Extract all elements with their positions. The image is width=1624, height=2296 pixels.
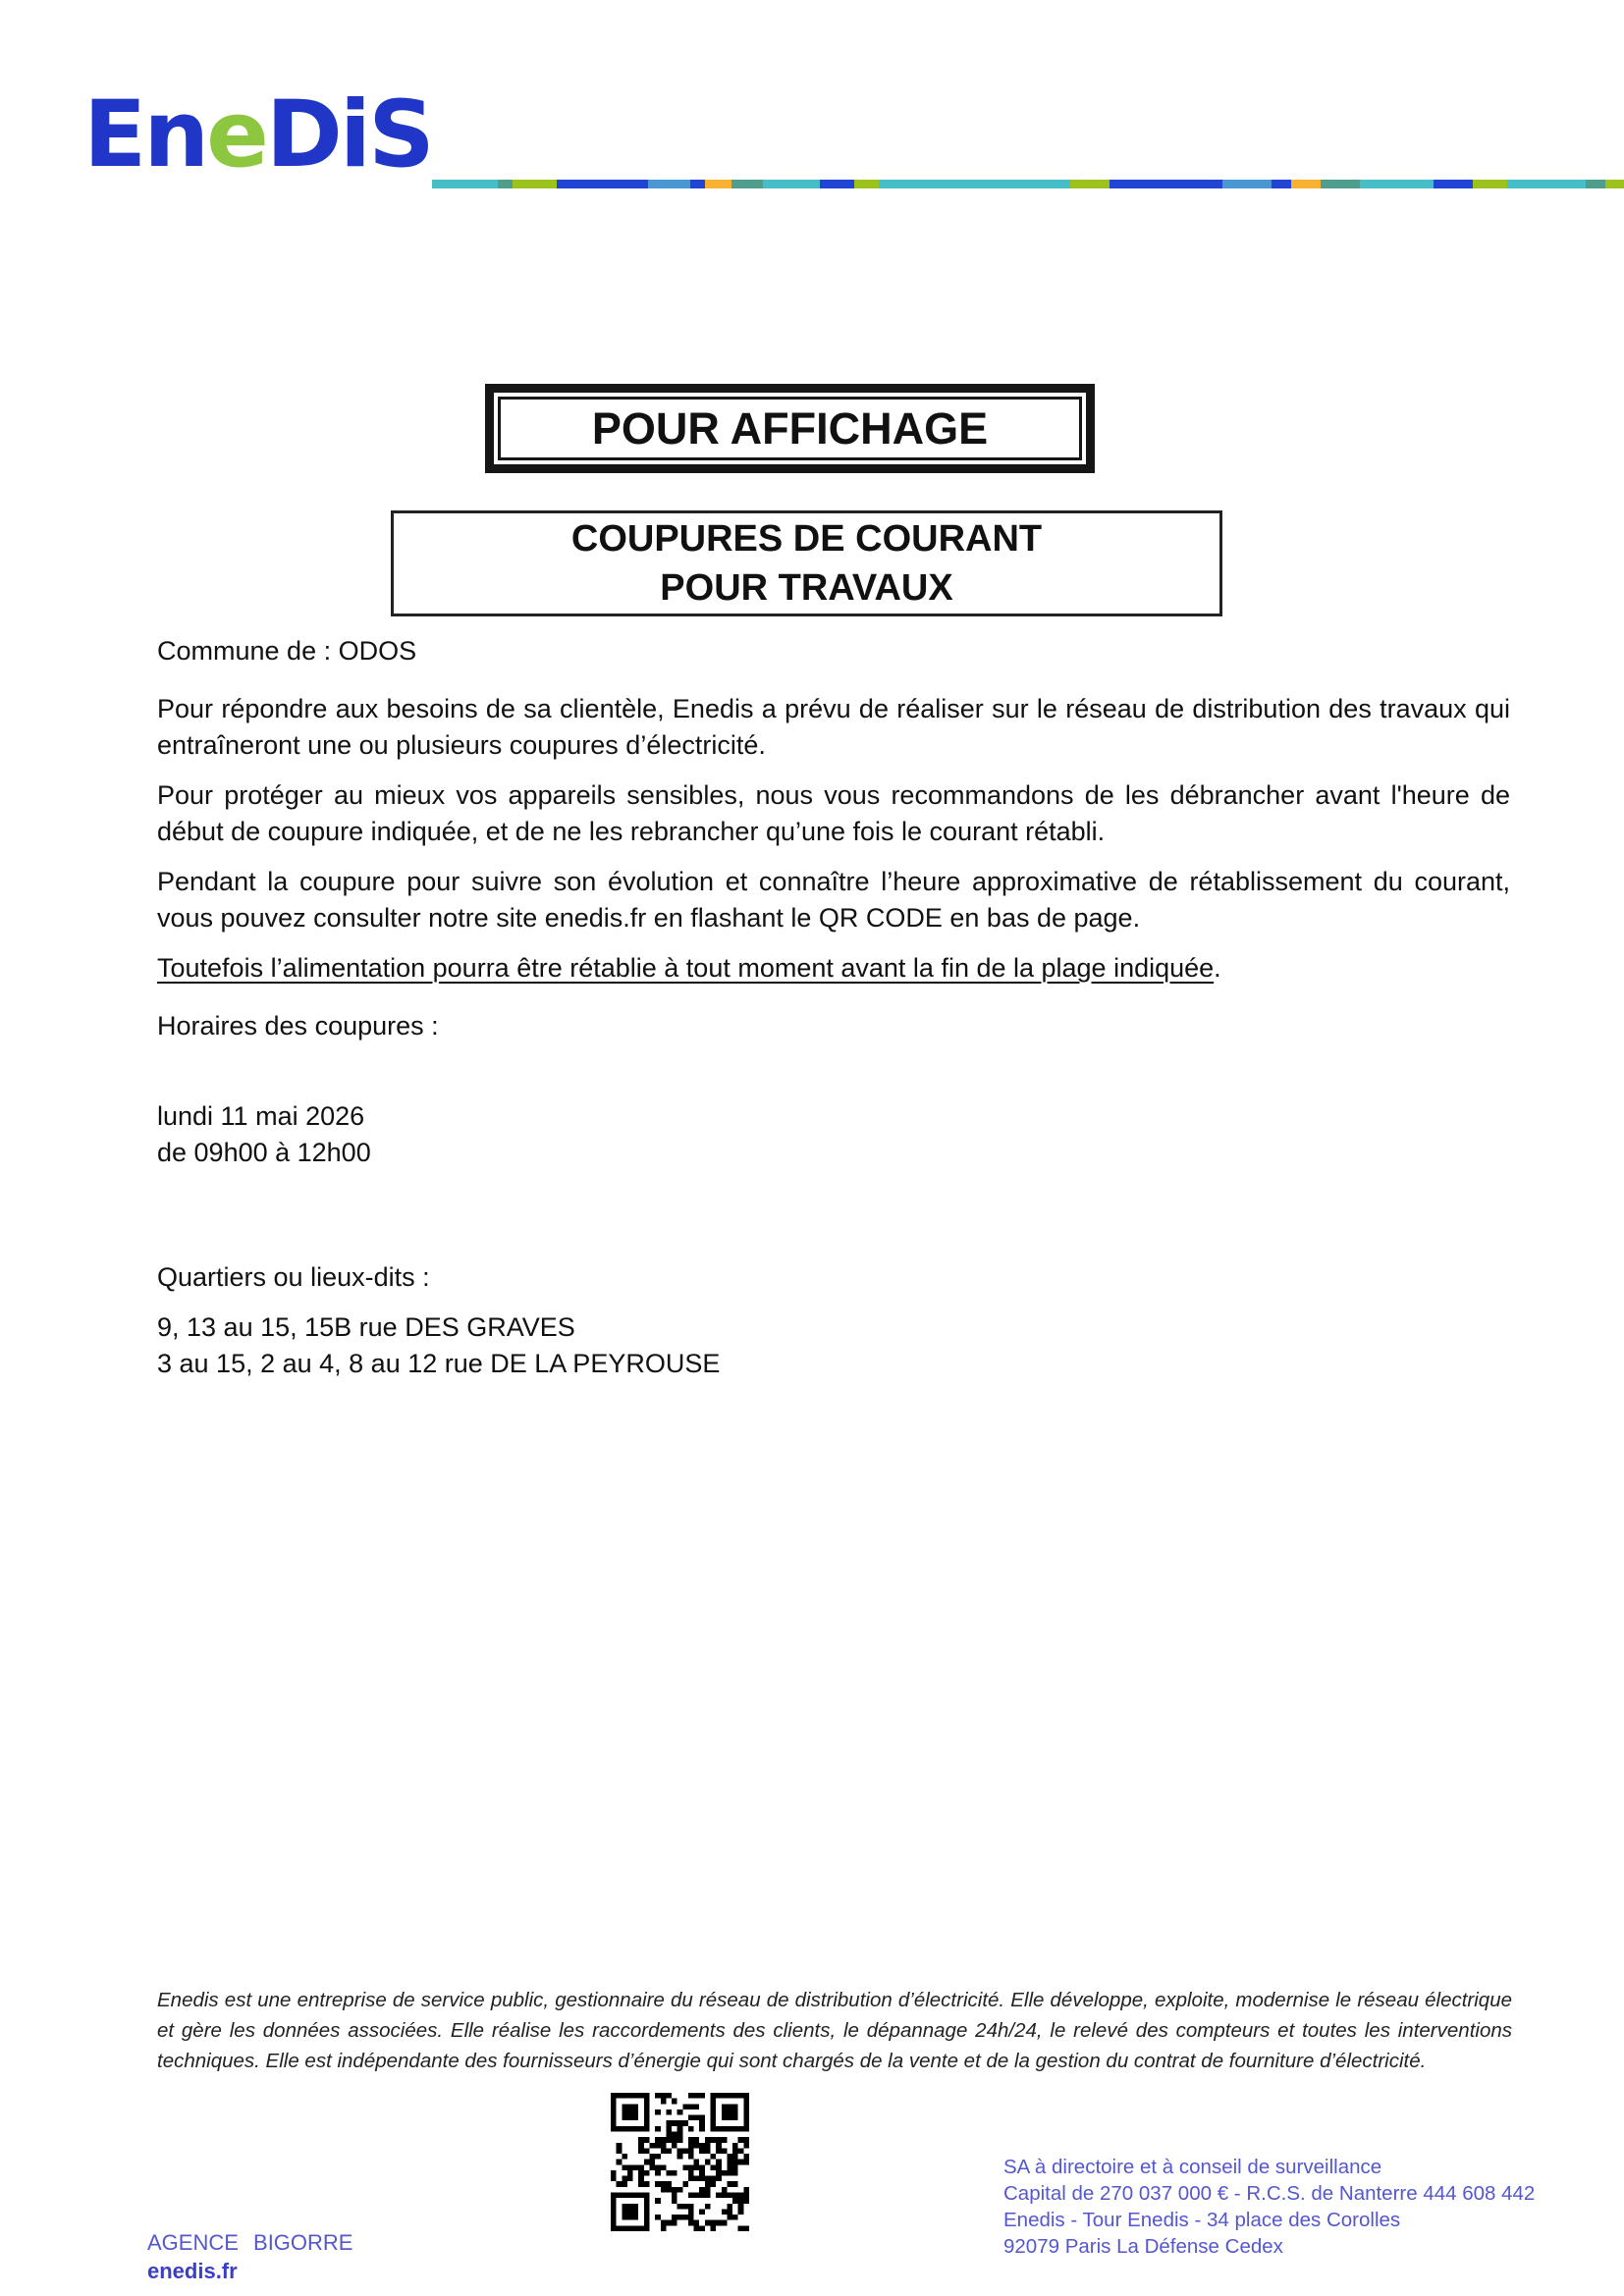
display-banner-box <box>485 384 1095 473</box>
logo-text-part2: e <box>206 81 266 188</box>
notice-title-line2: POUR TRAVAUX <box>660 567 953 609</box>
divider-segment <box>1360 180 1434 188</box>
divider-segment <box>1605 180 1624 188</box>
legal-lines <box>1003 2154 1535 2260</box>
divider-segment <box>1586 180 1605 188</box>
list-item: SA à directoire et à conseil de surveillance <box>1003 2156 1382 2178</box>
notice-title-line1: COUPURES DE COURANT <box>570 518 1043 560</box>
divider-segment <box>820 180 854 188</box>
body-text <box>157 633 1510 1382</box>
divider-segment <box>1434 180 1473 188</box>
divider-segment <box>731 180 763 188</box>
divider-segment <box>1321 180 1360 188</box>
logo-text-part1: En <box>83 81 207 188</box>
qr-code <box>611 2093 749 2231</box>
divider-segment <box>513 180 557 188</box>
enedis-logo <box>83 81 432 188</box>
divider-segment <box>1291 180 1321 188</box>
footer-about-text: Enedis est une entreprise de service public, gestionnaire du réseau de distribution d’électricité. Elle développe, exploite, modernise le réseau électrique et gère les données associées. Elle réalise les raccordements des clients, le dépannage 24h/24, le relevé des compteurs et toutes les interventions techniques. Elle est indépendante des fournisseurs d’énergie qui sont chargés de la vente et de la gestion du contrat de fourniture d’électricité. <box>157 1989 1512 2072</box>
agency-block <box>147 2228 352 2285</box>
schedule-date: lundi 11 mai 2026 <box>157 1101 365 1131</box>
list-item: Capital de 270 037 000 € - R.C.S. de Nanterre 444 608 442 <box>1003 2182 1536 2205</box>
list-item: Enedis - Tour Enedis - 34 place des Corolles <box>1003 2209 1401 2231</box>
divider-segment <box>763 180 820 188</box>
divider-segment <box>432 180 498 188</box>
schedule-time: de 09h00 à 12h00 <box>157 1138 371 1167</box>
list-item: 92079 Paris La Défense Cedex <box>1003 2235 1283 2258</box>
divider-segment <box>1507 180 1586 188</box>
divider-segment <box>1272 180 1291 188</box>
highlight-sentence <box>157 950 1510 987</box>
divider-segment <box>1070 180 1110 188</box>
agency-name: AGENCE BIGORRE <box>147 2230 353 2255</box>
divider-segment <box>557 180 648 188</box>
legal-block <box>1003 2154 1535 2260</box>
districts-block <box>157 1259 1510 1296</box>
list-item: 9, 13 au 15, 15B rue DES GRAVES <box>157 1312 575 1342</box>
divider-segment <box>498 180 513 188</box>
commune-line: Commune de : ODOS <box>157 636 417 666</box>
districts-list <box>157 1309 1510 1382</box>
divider-segment <box>854 180 879 188</box>
divider-segment <box>648 180 690 188</box>
highlight-underlined: Toutefois l’alimentation pourra être rétablie à tout moment avant la fin de la plage indiquée <box>157 953 1215 983</box>
divider-segment <box>1110 180 1222 188</box>
divider-segment <box>879 180 1070 188</box>
notice-title-box <box>391 510 1222 616</box>
display-banner-inner <box>498 397 1082 460</box>
districts-label: Quartiers ou lieux-dits : <box>157 1262 430 1292</box>
divider-segment <box>690 180 705 188</box>
schedule-label: Horaires des coupures : <box>157 1011 439 1041</box>
divider-segment <box>1473 180 1507 188</box>
paragraph-2: Pour protéger au mieux vos appareils sensibles, nous vous recommandons de les débrancher avant l'heure de début de coupure indiquée, et de ne les rebrancher qu’une fois le courant rétabli. <box>157 780 1510 846</box>
paragraph-1: Pour répondre aux besoins de sa clientèle, Enedis a prévu de réaliser sur le réseau de distribution des travaux qui entraîneront une ou plusieurs coupures d’électricité. <box>157 694 1510 760</box>
divider-segment <box>705 180 731 188</box>
divider-segment <box>1222 180 1272 188</box>
list-item: 3 au 15, 2 au 4, 8 au 12 rue DE LA PEYROUSE <box>157 1349 721 1378</box>
schedule-block <box>157 1098 1510 1171</box>
banner-title: POUR AFFICHAGE <box>591 402 989 454</box>
logo-text-part3: DiS <box>265 81 432 188</box>
highlight-period: . <box>1214 953 1221 983</box>
website-link: enedis.fr <box>147 2259 238 2283</box>
brand-divider <box>432 180 1624 188</box>
paragraph-3: Pendant la coupure pour suivre son évolution et connaître l’heure approximative de rétablissement du courant, vous pouvez consulter notre site enedis.fr en flashant le QR CODE en bas de page. <box>157 867 1510 933</box>
